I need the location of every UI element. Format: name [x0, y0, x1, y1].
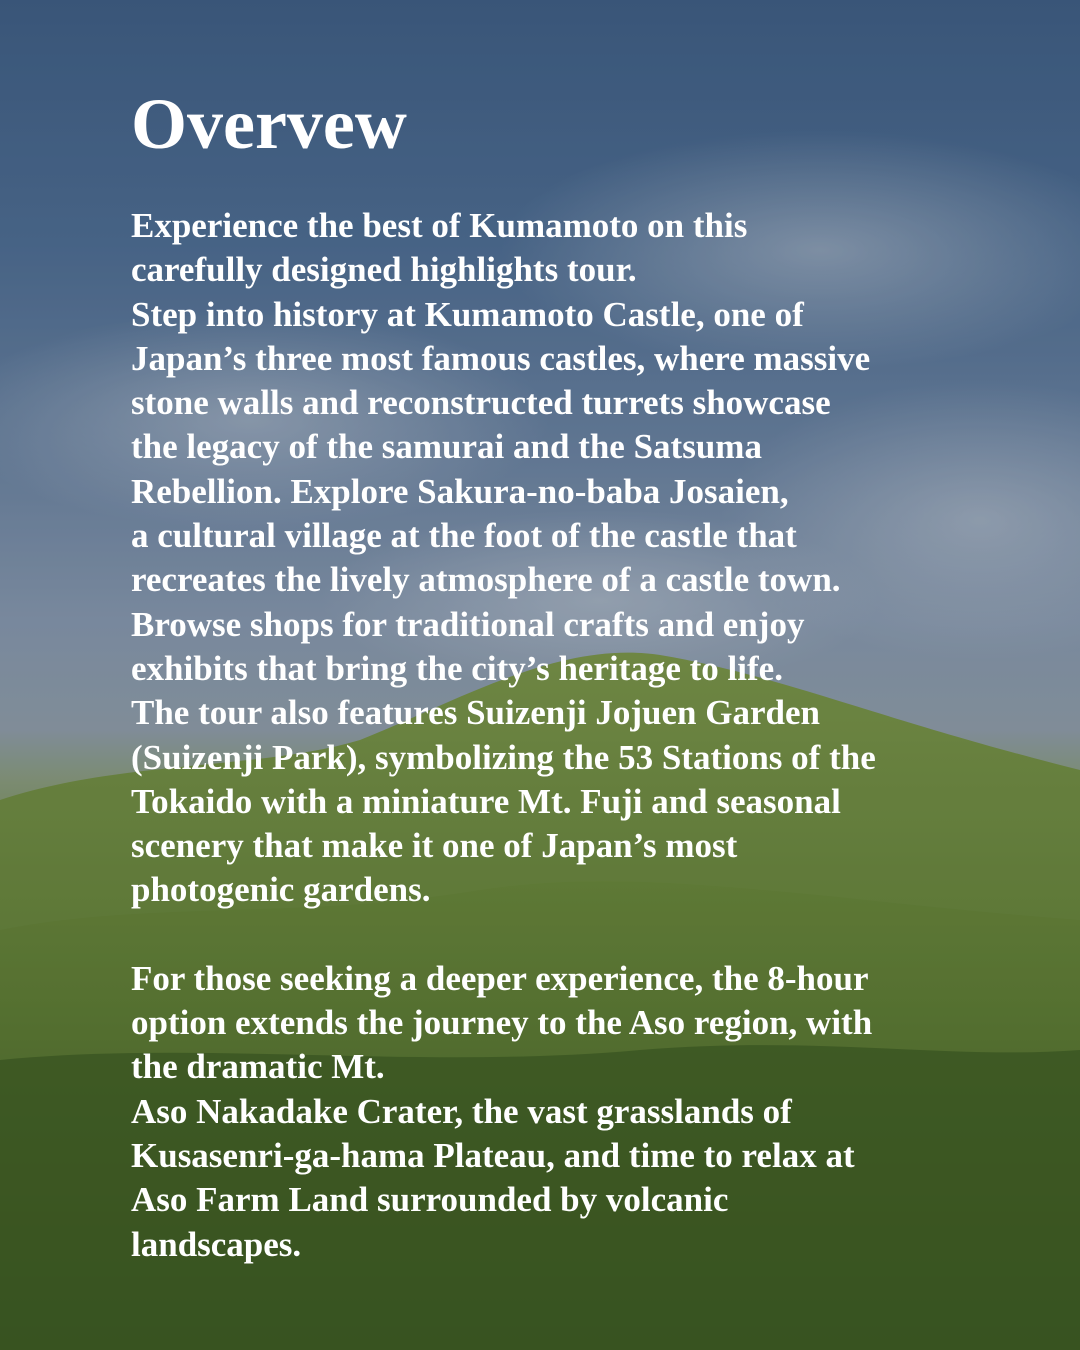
overview-title: Overvew [131, 84, 407, 164]
overview-paragraph-2: For those seeking a deeper experience, the 8-hour option extends the journey to the Aso region, with the dramatic Mt. Aso Nakadake Crater, the vast grasslands of Kusasenri-ga-hama Plateau, and time to relax at Aso Farm Land surrounded by volcanic landscapes. [131, 958, 873, 1264]
overview-content [131, 84, 1011, 1267]
overview-paragraph-1: Experience the best of Kumamoto on this carefully designed highlights tour. Step into history at Kumamoto Castle, one of Japan’s three most famous castles, where massive stone walls and reconstructed turrets showcase the legacy of the samurai and the Satsuma Rebellion. Explore Sakura-no-baba Josaien, a cultural village at the foot of the castle that recreates the lively atmosphere of a castle town. Browse shops for traditional crafts and enjoy exhibits that bring the city’s heritage to life. The tour also features Suizenji Jojuen Garden (Suizenji Park), symbolizing the 53 Stations of the Tokaido with a miniature Mt. Fuji and seasonal scenery that make it one of Japan’s most photogenic gardens. [131, 206, 876, 910]
